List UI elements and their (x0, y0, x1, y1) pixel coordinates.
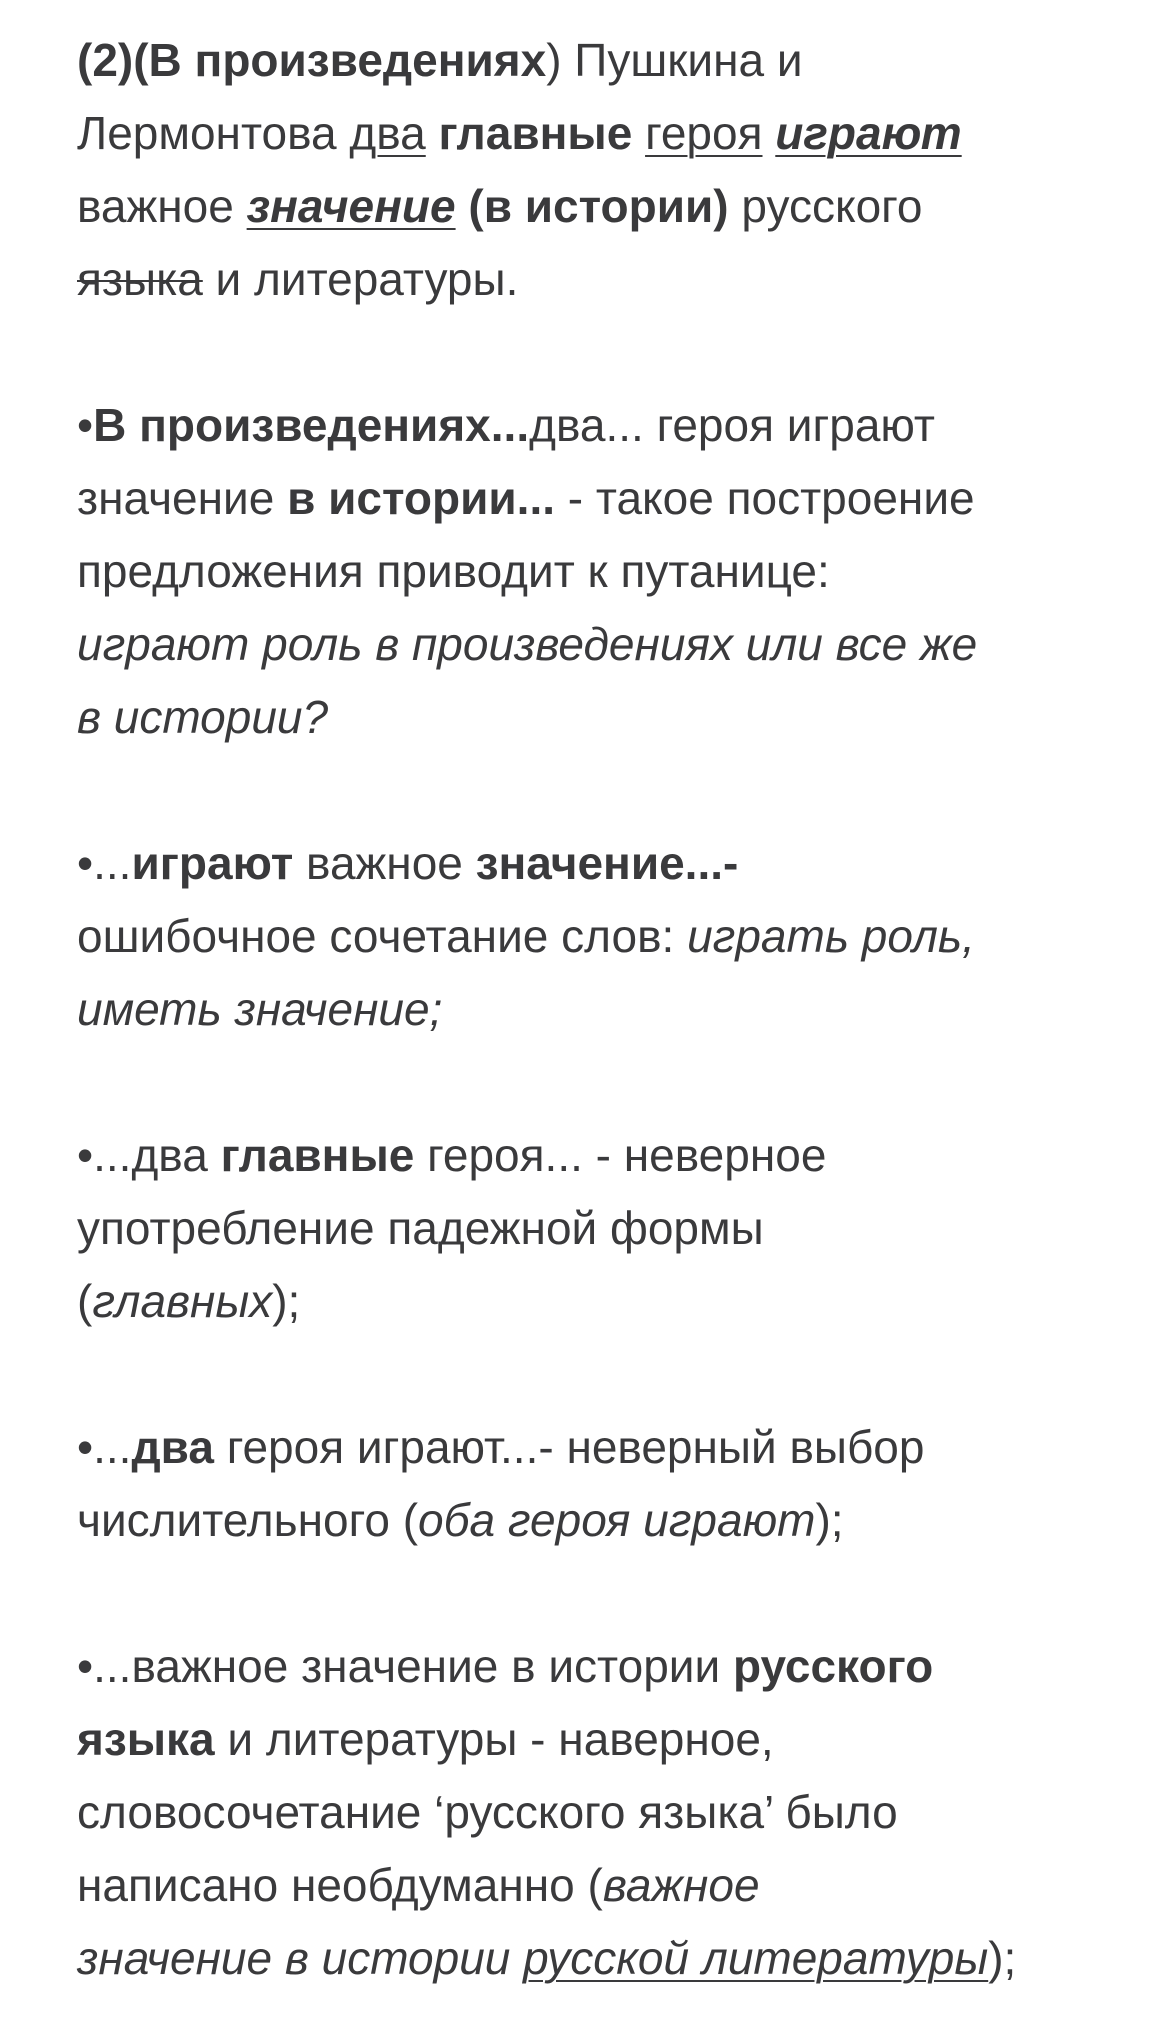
text-run: играют (775, 107, 962, 159)
text-line (77, 24, 1117, 97)
text-run: •...два (77, 1129, 221, 1181)
text-run: в истории... (287, 472, 556, 524)
text-line (77, 681, 1117, 754)
text-line (77, 827, 1117, 900)
text-line (77, 243, 1117, 316)
text-run: героя... - неверное (414, 1129, 827, 1181)
text-run: важное (293, 837, 476, 889)
text-run: ошибочное сочетание слов: (77, 910, 688, 962)
text-line (77, 608, 1117, 681)
text-run: играть роль, (687, 910, 975, 962)
text-run: главные (220, 1129, 415, 1181)
text-run: значение (246, 180, 456, 232)
text-run: героя (645, 107, 763, 159)
text-run: играют роль в произведениях или все же (77, 618, 978, 670)
text-run: (в истории) (468, 180, 729, 232)
paragraph-2 (77, 389, 1117, 754)
text-line (77, 1265, 1117, 1338)
document-body (77, 24, 1117, 1995)
text-run (763, 107, 776, 159)
paragraph-gap (77, 754, 1117, 827)
text-run: главные (438, 107, 633, 159)
text-line (77, 973, 1117, 1046)
text-run: словосочетание ‘русского языка’ было (77, 1786, 898, 1838)
text-line (77, 462, 1117, 535)
text-run: русского (728, 180, 923, 232)
text-run: В произведениях... (93, 399, 530, 451)
text-run: главных (92, 1275, 273, 1327)
text-line (77, 97, 1117, 170)
paragraph-1 (77, 24, 1117, 316)
text-run: предложения приводит к путанице: (77, 545, 830, 597)
text-run: русской литературы (523, 1932, 989, 1984)
text-run: два... героя играют (529, 399, 935, 451)
paragraph-gap (77, 1046, 1117, 1119)
text-run: ( (77, 1275, 93, 1327)
text-line (77, 1484, 1117, 1557)
text-line (77, 389, 1117, 462)
text-run: и литературы. (202, 253, 519, 305)
paragraph-3 (77, 827, 1117, 1046)
paragraph-gap (77, 316, 1117, 389)
text-run: (2)(В произведениях (77, 34, 547, 86)
text-line (77, 1411, 1117, 1484)
text-run: значение...- (475, 837, 739, 889)
paragraph-gap (77, 1338, 1117, 1411)
text-run: •...важное значение в истории (77, 1640, 733, 1692)
text-run: в истории? (77, 691, 329, 743)
text-run: и литературы - наверное, (214, 1713, 774, 1765)
text-run: языка (77, 253, 203, 305)
text-run: ); (272, 1275, 301, 1327)
text-run: •... (77, 837, 132, 889)
text-run: употребление падежной формы (77, 1202, 764, 1254)
text-line (77, 170, 1117, 243)
text-run (632, 107, 645, 159)
text-run: числительного ( (77, 1494, 419, 1546)
paragraph-6 (77, 1630, 1117, 1995)
text-run (456, 180, 469, 232)
text-line (77, 1119, 1117, 1192)
text-line (77, 1922, 1117, 1995)
paragraph-5 (77, 1411, 1117, 1557)
text-run: оба героя играют (418, 1494, 816, 1546)
text-line (77, 900, 1117, 973)
text-run: два (131, 1421, 214, 1473)
text-run: русского (732, 1640, 934, 1692)
text-run: героя играют...- неверный выбор (213, 1421, 925, 1473)
text-line (77, 1849, 1117, 1922)
text-run: значение (77, 472, 288, 524)
text-run: два (349, 107, 426, 159)
text-run: ); (815, 1494, 844, 1546)
text-run: иметь значение; (77, 983, 443, 1035)
text-run: •... (77, 1421, 132, 1473)
text-run: Лермонтова (77, 107, 350, 159)
text-line (77, 1630, 1117, 1703)
text-run: важное (602, 1859, 760, 1911)
text-run: ); (988, 1932, 1017, 1984)
text-run: написано необдуманно ( (77, 1859, 603, 1911)
text-run: - такое построение (555, 472, 975, 524)
text-run: • (77, 399, 94, 451)
text-line (77, 1192, 1117, 1265)
text-run: важное (77, 180, 247, 232)
text-run: ) Пушкина и (546, 34, 803, 86)
text-run: играют (131, 837, 294, 889)
text-line (77, 1703, 1117, 1776)
text-run (426, 107, 439, 159)
text-line (77, 1776, 1117, 1849)
text-run: значение в истории (77, 1932, 524, 1984)
text-line (77, 535, 1117, 608)
paragraph-gap (77, 1557, 1117, 1630)
text-run: языка (77, 1713, 215, 1765)
paragraph-4 (77, 1119, 1117, 1338)
